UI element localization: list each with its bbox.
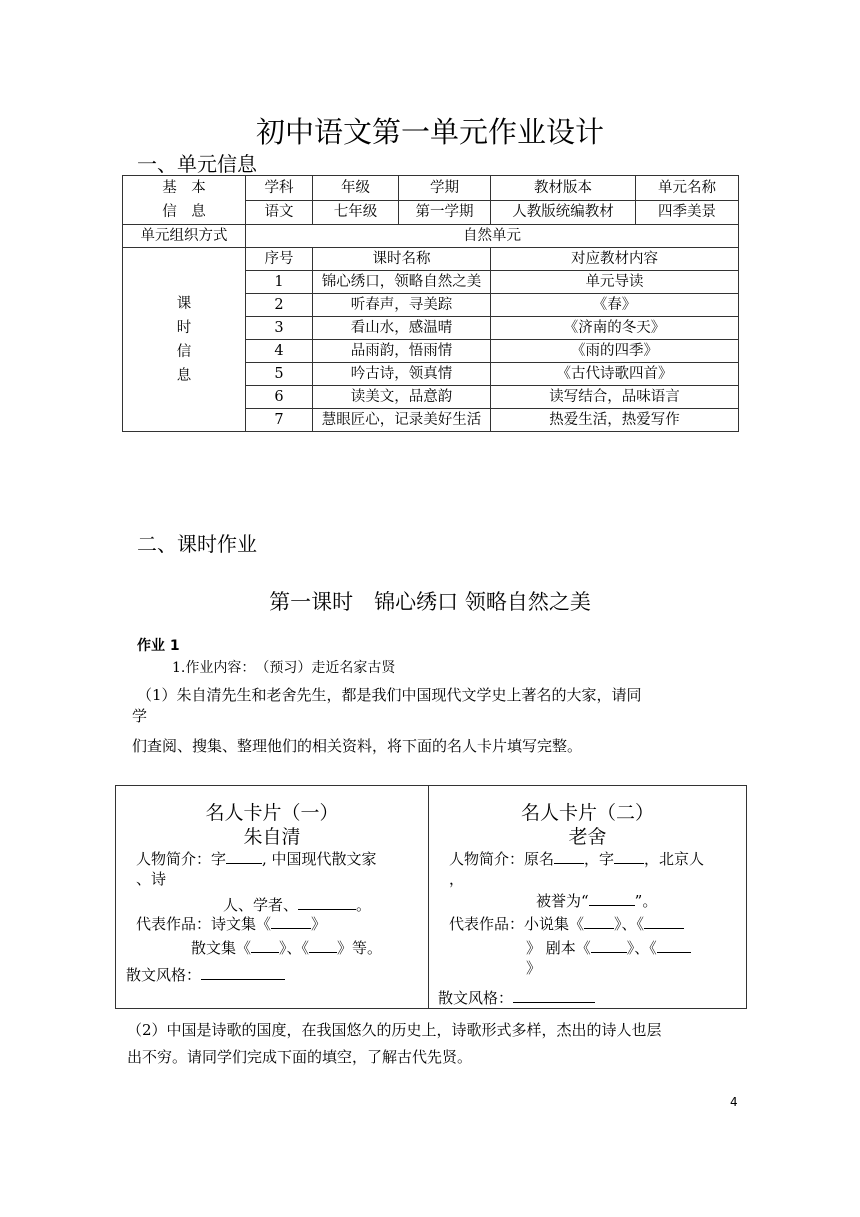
card-1-works-prose: 散文集《 》、《 》等。	[191, 939, 383, 957]
homework-content: 1.作业内容： （预习）走近名家古贤	[172, 660, 396, 676]
question-1-text: （1）朱自清先生和老舍先生，都是我们中国现代文学史上著名的大家，请同	[137, 686, 642, 704]
table-header-cell: 序号	[246, 248, 313, 271]
lesson-name: 吟古诗，领真情	[313, 363, 491, 386]
card-2-intro-wrap: ，	[449, 870, 465, 888]
lesson-name: 看山水，感温晴	[313, 317, 491, 340]
lesson-content: 热爱生活，热爱写作	[491, 409, 739, 432]
basic-info-label: 基 本 信 息	[123, 176, 246, 225]
section-heading-unit-info: 一、单元信息	[137, 152, 257, 176]
lesson-number: 1	[246, 271, 313, 294]
lesson-number: 5	[246, 363, 313, 386]
lesson-content: 《雨的四季》	[491, 340, 739, 363]
question-1-text-wrap: 学	[132, 707, 148, 725]
card-2-works-novel: 代表作品：小说集《 》、《	[449, 913, 684, 934]
lesson-content: 《春》	[491, 294, 739, 317]
lesson-number: 6	[246, 386, 313, 409]
card-2-name: 老舍	[568, 826, 607, 848]
celebrity-cards	[115, 785, 747, 1009]
homework-label: 作业 1	[137, 638, 180, 654]
card-2-honor: 被誉为“ ”。	[536, 892, 658, 910]
lesson-content: 《古代诗歌四首》	[491, 363, 739, 386]
document-title: 初中语文第一单元作业设计	[255, 115, 604, 149]
lesson-content: 《济南的冬天》	[491, 317, 739, 340]
unit-info-table	[122, 175, 739, 432]
card-1-works-poetry: 代表作品：诗文集《 》	[136, 915, 327, 933]
table-header-cell: 学科	[246, 176, 313, 201]
card-2-title: 名人卡片（二）	[520, 802, 654, 824]
card-1-intro-wrap: 、诗	[136, 870, 167, 888]
table-row	[123, 176, 739, 201]
org-label: 单元组织方式	[123, 225, 246, 248]
blank-line	[614, 849, 644, 864]
table-header-cell: 对应教材内容	[491, 248, 739, 271]
lesson-content: 读写结合，品味语言	[491, 386, 739, 409]
blank-line	[644, 914, 684, 929]
lesson-name: 慧眼匠心，记录美好生活	[313, 409, 491, 432]
table-cell: 语文	[246, 200, 313, 225]
table-header-cell: 单元名称	[636, 176, 739, 201]
card-1-name: 朱自清	[243, 826, 301, 848]
blank-line	[271, 914, 311, 929]
question-2-text: （2）中国是诗歌的国度，在我国悠久的历史上，诗歌形式多样，杰出的诗人也层	[127, 1021, 662, 1039]
org-value: 自然单元	[246, 225, 739, 248]
page-number: 4	[730, 1095, 738, 1109]
table-row	[123, 248, 739, 271]
card-1-title: 名人卡片（一）	[205, 802, 339, 824]
blank-line	[554, 849, 584, 864]
card-2-works-drama: 》 剧本《 》、《	[526, 937, 691, 958]
table-header-cell: 年级	[313, 176, 399, 201]
lesson-number: 7	[246, 409, 313, 432]
table-header-cell: 课时名称	[313, 248, 491, 271]
table-cell: 七年级	[313, 200, 399, 225]
lesson-name: 听春声，寻美踪	[313, 294, 491, 317]
blank-line	[589, 891, 635, 906]
card-2-intro: 人物简介：原名 ，字 ，北京人	[449, 850, 705, 868]
table-row	[123, 225, 739, 248]
lesson-number: 4	[246, 340, 313, 363]
card-1-style: 散文风格：	[126, 964, 285, 985]
question-1-text-cont: 们查阅、搜集、整理他们的相关资料，将下面的名人卡片填写完整。	[132, 737, 583, 755]
blank-line	[298, 895, 356, 910]
table-cell: 人教版统编教材	[491, 200, 636, 225]
blank-line	[657, 938, 691, 953]
lesson-number: 3	[246, 317, 313, 340]
card-1-intro-cont: 人、学者、 。	[223, 896, 372, 914]
blank-line	[201, 965, 285, 980]
blank-line	[513, 988, 595, 1003]
card-2-works-wrap: 》	[526, 959, 542, 977]
lesson-name: 读美文，品意韵	[313, 386, 491, 409]
lesson-number: 2	[246, 294, 313, 317]
lesson-title: 第一课时 锦心绣口 领略自然之美	[269, 590, 591, 614]
blank-line	[309, 938, 337, 953]
card-2-style: 散文风格：	[438, 987, 595, 1008]
section-heading-homework: 二、课时作业	[137, 532, 257, 556]
blank-line	[584, 914, 614, 929]
blank-line	[251, 938, 279, 953]
table-cell: 第一学期	[399, 200, 491, 225]
lesson-info-label: 课 时 信 息	[123, 248, 246, 432]
question-2-text-cont: 出不穷。请同学们完成下面的填空，了解古代先贤。	[127, 1048, 473, 1066]
table-cell: 四季美景	[636, 200, 739, 225]
lesson-content: 单元导读	[491, 271, 739, 294]
table-header-cell: 教材版本	[491, 176, 636, 201]
card-1-intro: 人物简介：字 , 中国现代散文家	[136, 850, 377, 868]
table-header-cell: 学期	[399, 176, 491, 201]
blank-line	[226, 849, 262, 864]
blank-line	[591, 938, 627, 953]
lesson-name: 锦心绣口，领略自然之美	[313, 271, 491, 294]
lesson-name: 品雨韵，悟雨情	[313, 340, 491, 363]
